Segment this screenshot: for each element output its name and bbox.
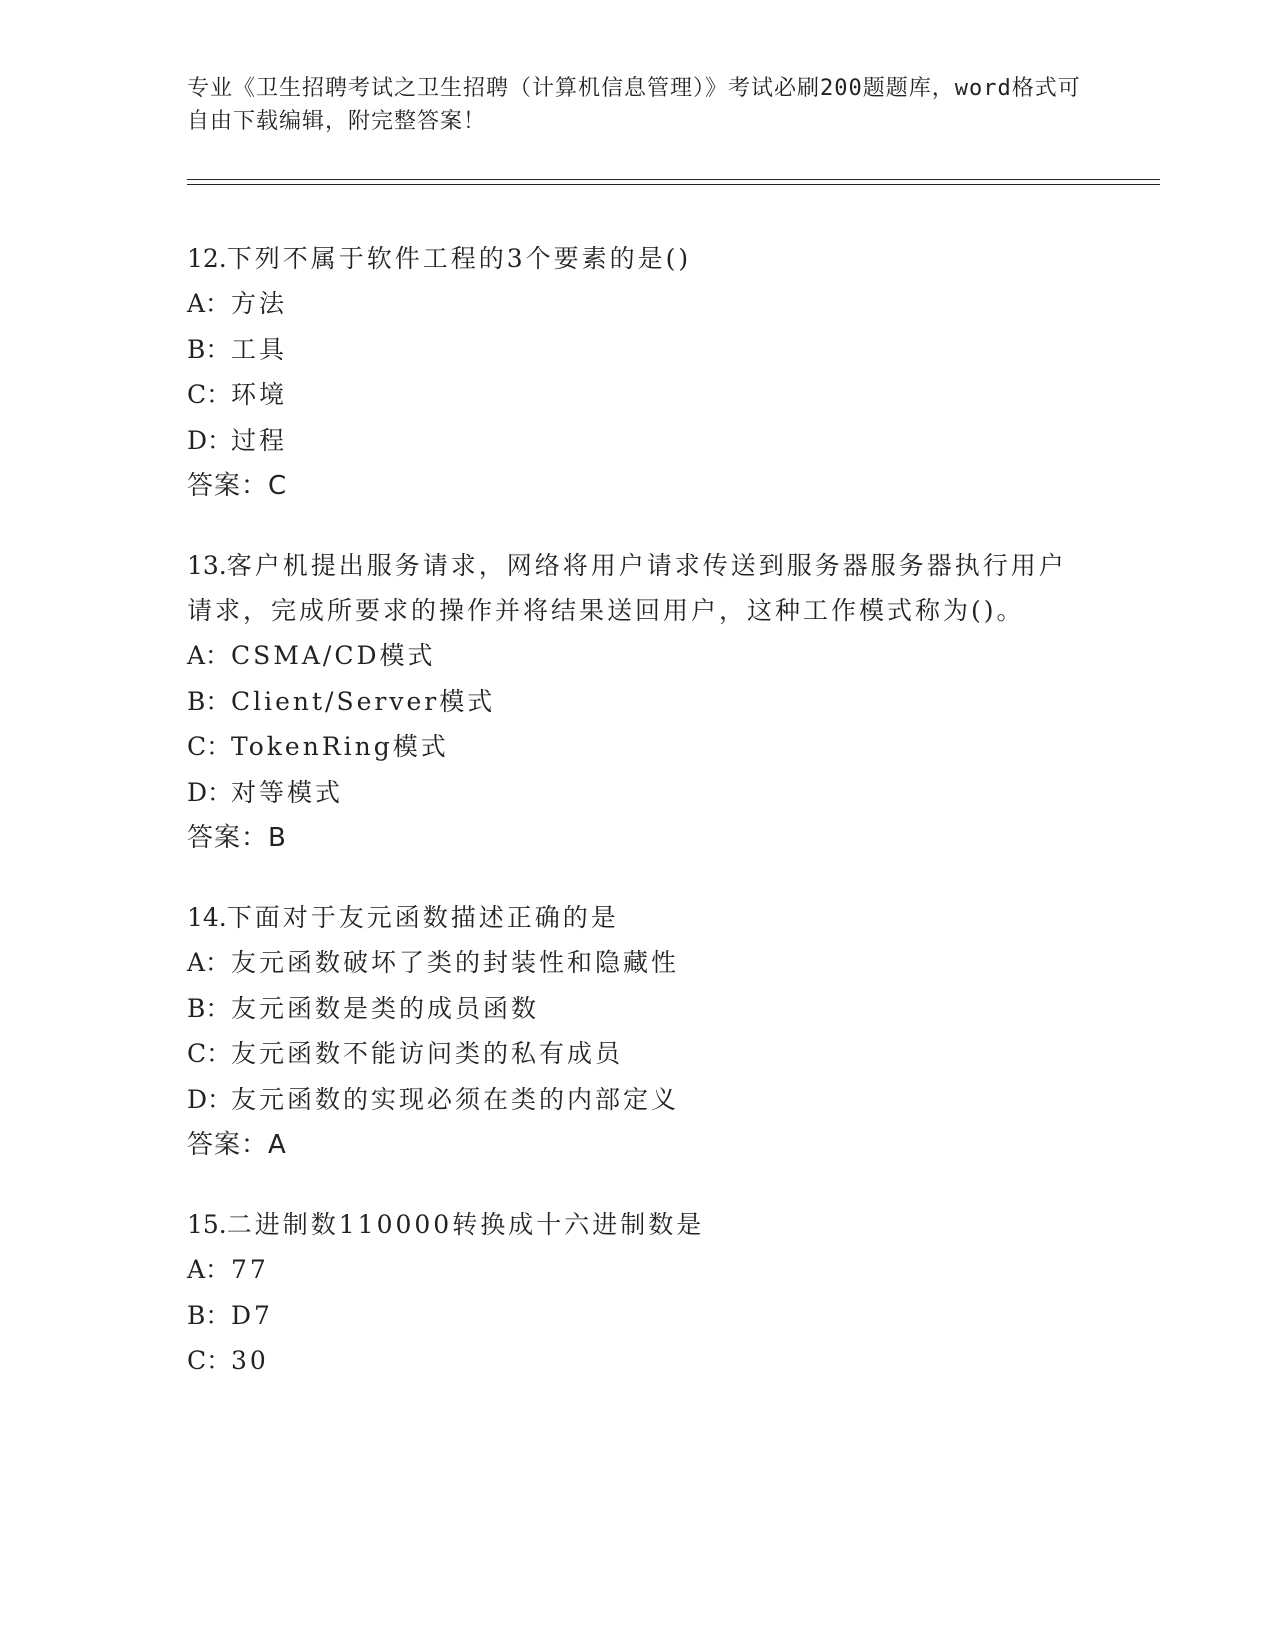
question-text: 二进制数110000转换成十六进制数是 [226,1210,705,1239]
option-text: 对等模式 [231,777,344,807]
option-letter: B： [187,686,231,716]
question-15 [187,1202,1087,1384]
question-13 [187,543,1087,861]
option-text: 友元函数是类的成员函数 [231,993,540,1023]
question-number: 15. [187,1210,227,1239]
question-number: 14. [187,903,227,932]
option-letter: A： [187,1255,231,1284]
header-divider-bottom [187,184,1160,185]
question-text: 客户机提出服务请求，网络将用户请求传送到服务器服务器执行用户请求，完成所要求的操作并将结果送回用户，这种工作模式称为()。 [187,551,1067,625]
option-text: 友元函数破坏了类的封装性和隐藏性 [231,948,680,977]
option-b [187,1293,1087,1339]
option-b [187,327,1087,373]
option-letter: C： [187,380,232,409]
question-list [187,236,1087,1418]
option-c [187,724,1087,770]
option-letter: D： [187,425,233,455]
option-letter: B： [187,1300,231,1330]
option-text: 方法 [231,289,288,318]
option-letter: C： [187,1039,232,1068]
option-a [187,1247,1087,1293]
question-14 [187,895,1087,1168]
question-stem [187,543,1087,633]
option-text: TokenRing模式 [231,732,449,761]
header-divider-top [187,179,1160,180]
answer-line: 答案：A [187,1130,287,1160]
question-12 [187,236,1087,509]
option-letter: A： [187,948,231,977]
question-stem [187,895,1087,940]
option-letter: D： [187,1084,233,1114]
option-a [187,633,1087,679]
option-letter: C： [187,732,232,761]
option-c [187,372,1087,418]
option-letter: C： [187,1346,232,1375]
option-text: 77 [231,1255,269,1284]
document-header [187,72,1097,138]
question-number: 12. [187,244,227,273]
question-text: 下面对于友元函数描述正确的是 [226,903,619,932]
option-text: 工具 [231,334,288,364]
option-letter: D： [187,777,233,807]
answer-line: 答案：C [187,471,288,501]
option-b [187,986,1087,1032]
option-text: 过程 [231,425,288,455]
option-letter: B： [187,993,231,1023]
question-stem [187,236,1087,281]
option-d [187,1077,1087,1123]
option-a [187,940,1087,986]
question-stem [187,1202,1087,1247]
option-text: 环境 [231,380,288,409]
option-b [187,679,1087,725]
option-text: Client/Server模式 [231,686,496,716]
option-a [187,281,1087,327]
option-text: 友元函数不能访问类的私有成员 [231,1039,624,1068]
option-text: 30 [231,1346,269,1375]
option-text: 友元函数的实现必须在类的内部定义 [231,1084,680,1114]
option-d [187,418,1087,464]
option-c [187,1338,1087,1384]
option-letter: B： [187,334,231,364]
header-text: 专业《卫生招聘考试之卫生招聘（计算机信息管理）》考试必刷200题题库，word格式可自由下载编辑，附完整答案！ [187,76,1081,134]
question-number: 13. [187,551,227,580]
option-text: D7 [231,1300,273,1330]
option-text: CSMA/CD模式 [231,641,436,670]
question-text: 下列不属于软件工程的3个要素的是() [226,244,692,273]
option-letter: A： [187,289,231,318]
option-d [187,770,1087,816]
option-c [187,1031,1087,1077]
option-letter: A： [187,641,231,670]
answer-line: 答案：B [187,823,287,853]
